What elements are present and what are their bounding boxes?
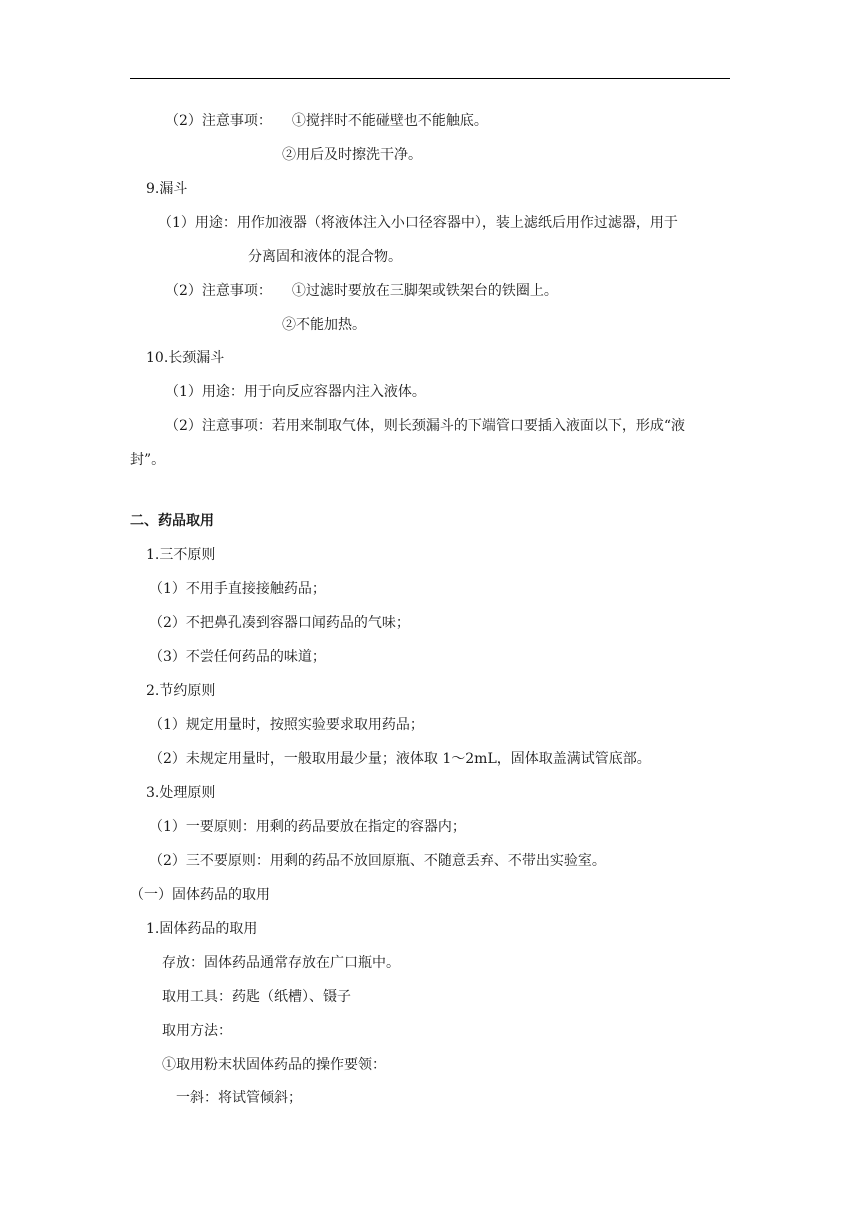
text-line-content: ①搅拌时不能碰壁也不能触底。 — [291, 113, 488, 129]
section-heading: 10.长颈漏斗 — [146, 350, 225, 366]
subsection-heading: （一）固体药品的取用 — [130, 887, 270, 903]
list-item: （2）三不要原则：用剩的药品不放回原瓶、不随意丢弃、不带出实验室。 — [149, 853, 606, 869]
text-line: 取用方法： — [162, 1023, 232, 1039]
text-line: 一斜：将试管倾斜； — [176, 1090, 302, 1106]
text-line: 存放：固体药品通常存放在广口瓶中。 — [162, 955, 400, 971]
list-item: （1）规定用量时，按照实验要求取用药品； — [149, 717, 424, 733]
text-line: （2）注意事项：若用来制取气体，则长颈漏斗的下端管口要插入液面以下，形成“液 — [165, 418, 686, 434]
section-heading: 1.固体药品的取用 — [146, 921, 258, 937]
text-line: 分离固和液体的混合物。 — [248, 249, 402, 265]
text-line — [165, 111, 488, 131]
text-line: 取用工具：药匙（纸槽）、镊子 — [162, 989, 351, 1005]
list-item: （1）不用手直接接触药品； — [149, 581, 326, 597]
text-line: ②不能加热。 — [282, 317, 366, 333]
section-heading: 9.漏斗 — [146, 181, 188, 197]
text-line: 封”。 — [130, 452, 166, 468]
text-line: ②用后及时擦洗干净。 — [282, 147, 422, 163]
list-item: （2）未规定用量时，一般取用最少量；液体取 1～2mL，固体取盖满试管底部。 — [149, 751, 651, 767]
text-line — [165, 281, 558, 301]
text-line-content: ①过滤时要放在三脚架或铁架台的铁圈上。 — [291, 283, 558, 299]
chapter-heading: 二、药品取用 — [130, 513, 214, 529]
section-heading: 2.节约原则 — [146, 683, 216, 699]
text-line-label: （2）注意事项： — [165, 113, 272, 129]
text-line-label: （2）注意事项： — [165, 283, 272, 299]
header-rule — [130, 78, 730, 79]
text-line: ①取用粉末状固体药品的操作要领： — [162, 1057, 386, 1073]
list-item: （3）不尝任何药品的味道； — [149, 649, 326, 665]
text-line: （1）用途：用于向反应容器内注入液体。 — [165, 384, 426, 400]
list-item: （1）一要原则：用剩的药品要放在指定的容器内； — [149, 819, 466, 835]
section-heading: 3.处理原则 — [146, 785, 216, 801]
section-heading: 1.三不原则 — [146, 547, 216, 563]
list-item: （2）不把鼻孔凑到容器口闻药品的气味； — [149, 615, 410, 631]
text-line: （1）用途：用作加液器（将液体注入小口径容器中），装上滤纸后用作过滤器，用于 — [158, 215, 678, 231]
